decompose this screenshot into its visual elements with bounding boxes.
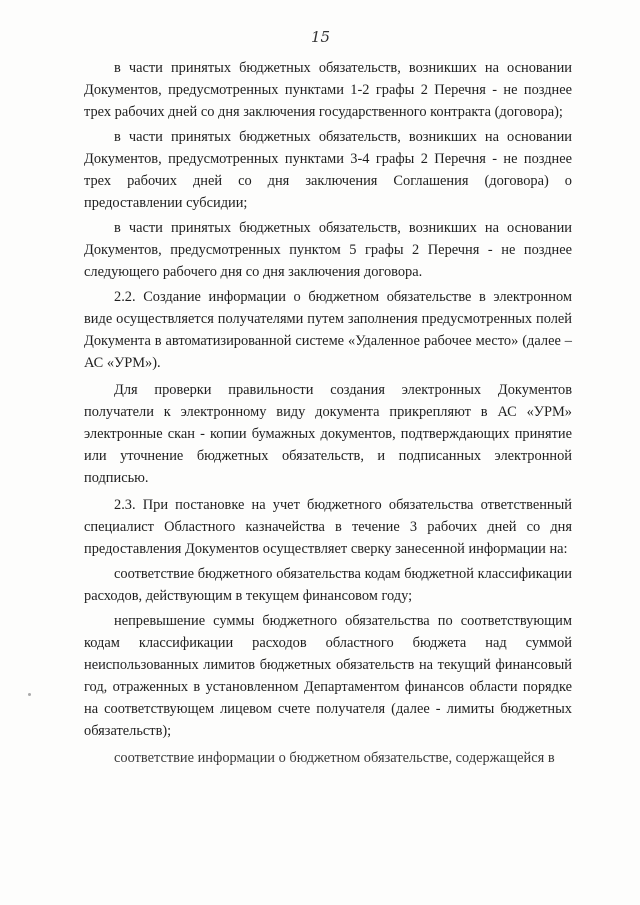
paragraph-obligations-contracts: в части принятых бюджетных обязательств, возникших на основании Документов, предусмотренных пунктами 1-2 графы 2 Перечня - не позднее трех рабочих дней со дня заключения государственного контракта (договора); [84,60,572,120]
document-body [84,57,572,769]
paragraph-obligations-agreements: в части принятых бюджетных обязательств, возникших на основании Документов, предусмотренных пунктом 5 графы 2 Перечня - не позднее следующего рабочего дня со дня заключения договора. [84,220,572,280]
paragraph-obligations-subsidies: в части принятых бюджетных обязательств, возникших на основании Документов, предусмотренных пунктами 3-4 графы 2 Перечня - не позднее трех рабочих дней со дня заключения Соглашения (договора) о предоставлении субсидии; [84,129,572,211]
scan-speck [28,693,31,696]
paragraph-verification: Для проверки правильности создания электронных Документов получатели к электронному виду документа прикрепляют в АС «УРМ» электронные скан - копии бумажных документов, подтверждающих принятие или уточнение бюджетных обязательств, и подписанных электронной подписью. [84,382,572,486]
paragraph-check-limits: непревышение суммы бюджетного обязательства по соответствующим кодам классификации расходов областного бюджета над суммой неиспользованных лимитов бюджетных обязательств на текущий финансовый год, отраженных в установленном Департаментом финансов области порядке на соответствующем лицевом счете получателя (далее - лимиты бюджетных обязательств); [84,613,572,739]
paragraph-check-information: соответствие информации о бюджетном обязательстве, содержащейся в [114,750,555,766]
paragraph-section-2-3: 2.3. При постановке на учет бюджетного обязательства ответственный специалист Областного казначейства в течение 3 рабочих дней со дня предоставления Документов осуществляет сверку занесенной информации на: [84,497,572,557]
page-number: 15 [311,28,331,46]
paragraph-check-classification: соответствие бюджетного обязательства кодам бюджетной классификации расходов, действующим в текущем финансовом году; [84,566,572,604]
paragraph-section-2-2: 2.2. Создание информации о бюджетном обязательстве в электронном виде осуществляется получателями путем заполнения предусмотренных полей Документа в автоматизированной системе «Удаленное рабочее место» (далее – АС «УРМ»). [84,289,572,371]
